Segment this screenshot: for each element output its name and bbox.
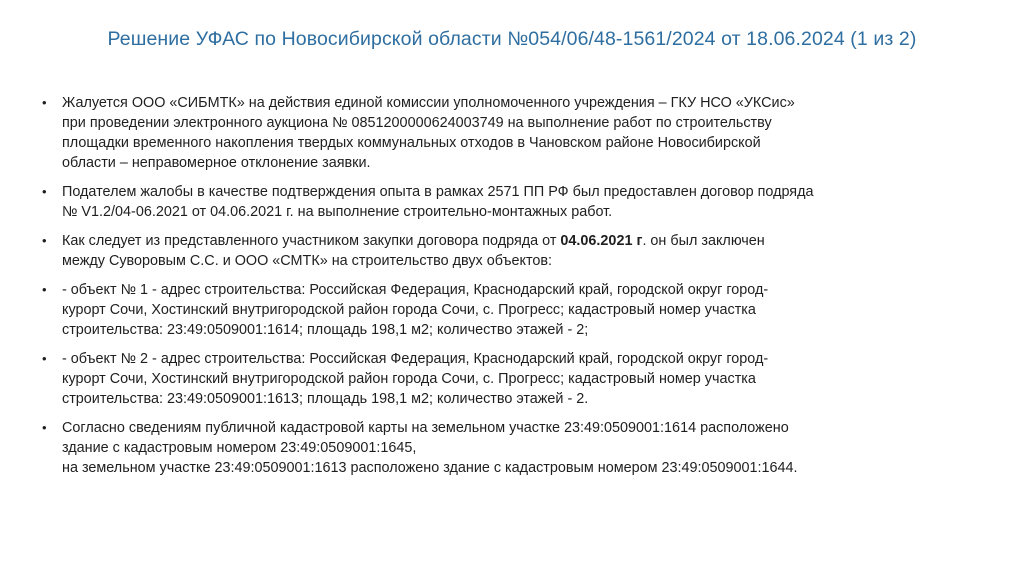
text-line: при проведении электронного аукциона № 0851200000624003749 на выполнение работ по строительству <box>62 115 772 131</box>
bullet-cadastral-map <box>40 418 990 478</box>
text-line: № V1.2/04-06.2021 от 04.06.2021 г. на выполнение строительно-монтажных работ. <box>62 204 613 220</box>
text-line: Жалуется ООО «СИБМТК» на действия единой комиссии уполномоченного учреждения – ГКУ НСО «УКСис» <box>62 95 795 111</box>
text-line: Подателем жалобы в качестве подтверждения опыта в рамках 2571 ПП РФ был предоставлен договор подряда <box>62 184 814 200</box>
bullet-contract <box>40 182 990 222</box>
bullet-icon: • <box>42 233 47 248</box>
bullet-object-1 <box>40 280 990 340</box>
bullet-object-2 <box>40 349 990 409</box>
bullet-icon: • <box>42 282 47 297</box>
bullet-icon: • <box>42 184 47 199</box>
text-line: строительства: 23:49:0509001:1614; площадь 198,1 м2; количество этажей - 2; <box>62 322 589 338</box>
contract-date: 04.06.2021 г <box>560 233 643 249</box>
text-line: области – неправомерное отклонение заявки. <box>62 155 371 171</box>
bullet-icon: • <box>42 95 47 110</box>
text-line: Согласно сведениям публичной кадастровой карты на земельном участке 23:49:0509001:1614 расположено <box>62 420 789 436</box>
text-line: курорт Сочи, Хостинский внутригородской район города Сочи, с. Прогресс; кадастровый номер участка <box>62 371 756 387</box>
text-segment: Как следует из представленного участником закупки договора подряда от <box>62 233 561 249</box>
bullet-contract-parties <box>40 231 990 271</box>
text-line: - объект № 1 - адрес строительства: Российская Федерация, Краснодарский край, городской округ город- <box>62 282 769 298</box>
slide-title: Решение УФАС по Новосибирской области №054/06/48-1561/2024 от 18.06.2024 (1 из 2) <box>107 28 917 50</box>
bullet-icon: • <box>42 351 47 366</box>
bullet-list <box>40 93 990 487</box>
text-line: между Суворовым С.С. и ООО «СМТК» на строительство двух объектов: <box>62 253 553 269</box>
text-line: площадки временного накопления твердых коммунальных отходов в Чановском районе Новосибирской <box>62 135 761 151</box>
text-line: строительства: 23:49:0509001:1613; площадь 198,1 м2; количество этажей - 2. <box>62 391 589 407</box>
bullet-icon: • <box>42 420 47 435</box>
text-line <box>62 231 990 251</box>
text-segment: . он был заключен <box>642 233 765 249</box>
text-line: курорт Сочи, Хостинский внутригородской район города Сочи, с. Прогресс; кадастровый номер участка <box>62 302 756 318</box>
text-line: на земельном участке 23:49:0509001:1613 расположено здание с кадастровым номером 23:49:0509001:1644. <box>62 460 798 476</box>
bullet-complaint <box>40 93 990 173</box>
text-line: здание с кадастровым номером 23:49:0509001:1645, <box>62 440 417 456</box>
text-line: - объект № 2 - адрес строительства: Российская Федерация, Краснодарский край, городской округ город- <box>62 351 769 367</box>
